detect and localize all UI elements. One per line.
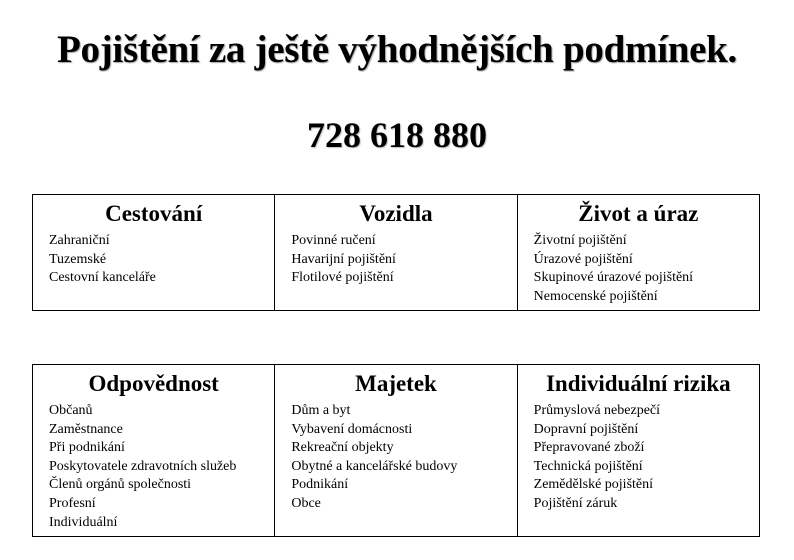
category-item: Při podnikání: [49, 440, 125, 456]
category-items: [534, 402, 759, 514]
category-item: Havarijní pojištění: [291, 251, 396, 267]
category-item: Pojištění záruk: [533, 495, 618, 511]
category-item: Obytné a kancelářské budovy: [291, 458, 458, 474]
category-item: Dům a byt: [291, 403, 351, 418]
category-item: Cestovní kanceláře: [49, 270, 156, 286]
category-items: [49, 402, 274, 532]
category-item: Individuální: [49, 514, 118, 530]
category-item: Nemocenské pojištění: [533, 288, 658, 304]
category-items: [49, 232, 274, 288]
category-title: Cestování: [105, 201, 203, 226]
category-item: Technická pojištění: [533, 458, 643, 474]
category-life-accident: [517, 195, 759, 310]
category-individual-risks: [517, 365, 759, 536]
category-vehicles: [274, 195, 516, 310]
category-title: Odpovědnost: [88, 371, 219, 396]
category-item: Dopravní pojištění: [533, 421, 639, 437]
category-items: [291, 402, 516, 514]
category-item: Členů orgánů společnosti: [49, 477, 192, 493]
category-item: Profesní: [49, 495, 96, 511]
category-item: Úrazové pojištění: [533, 251, 633, 267]
category-title: Vozidla: [359, 201, 433, 226]
category-item: Zemědělské pojištění: [533, 477, 654, 493]
category-travel: [33, 195, 274, 310]
category-grid-row-1: [32, 194, 760, 311]
category-item: Průmyslová nebezpečí: [533, 403, 661, 418]
category-item: Skupinové úrazové pojištění: [533, 270, 694, 286]
category-item: Životní pojištění: [533, 233, 627, 248]
category-item: Přepravované zboží: [533, 440, 645, 456]
category-property: [274, 365, 516, 536]
category-items: [291, 232, 516, 288]
category-item: Zahraniční: [49, 233, 110, 248]
category-item: Rekreační objekty: [291, 440, 394, 456]
phone-number: 728 618 880: [307, 115, 487, 155]
category-item: Občanů: [49, 403, 93, 418]
category-item: Flotilové pojištění: [291, 270, 394, 286]
category-item: Obce: [291, 495, 321, 511]
category-item: Povinné ručení: [291, 233, 376, 248]
category-item: Zaměstnance: [49, 421, 123, 437]
headline: Pojištění za ještě výhodnějších podmínek.: [57, 28, 737, 71]
category-grid-row-2: [32, 364, 760, 537]
category-item: Podnikání: [291, 477, 349, 493]
category-items: [534, 232, 759, 306]
category-liability: [33, 365, 274, 536]
category-item: Vybavení domácnosti: [291, 421, 413, 437]
category-title: Život a úraz: [578, 201, 699, 226]
category-item: Tuzemské: [49, 251, 107, 267]
category-item: Poskytovatele zdravotních služeb: [49, 458, 237, 474]
category-title: Majetek: [355, 371, 437, 396]
category-title: Individuální rizika: [545, 371, 731, 396]
